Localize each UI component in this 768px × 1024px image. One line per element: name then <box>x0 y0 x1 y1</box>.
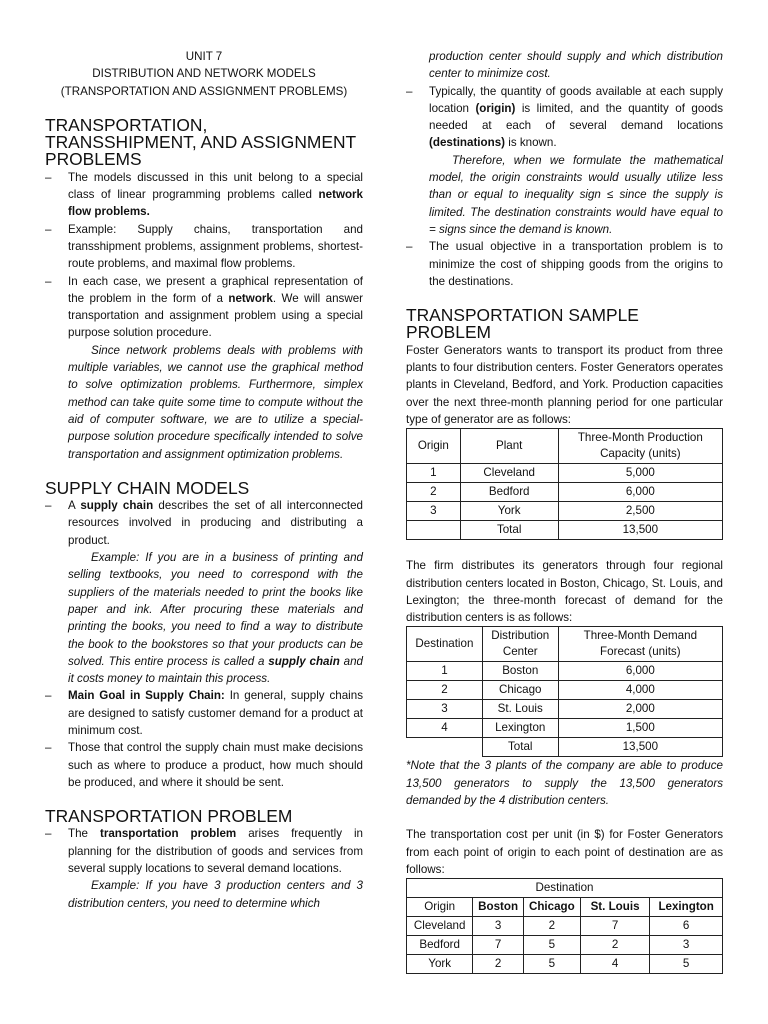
table-header: Lexington <box>650 898 723 917</box>
table-cell-empty <box>407 738 483 757</box>
table-cell: 2 <box>407 483 461 502</box>
list-item: – In each case, we present a graphical representation of the problem in the form of a network. We will answer transportation and assignment problem using a special purpose solution procedure. <box>45 273 363 342</box>
cost-text: The transportation cost per unit (in $) for Foster Generators from each point of origin to each point of destination are as follows: <box>406 828 723 876</box>
supply-chain-example: Example: If you are in a business of printing and selling textbooks, you need to correspond with the suppliers of the materials needed to print the books like paper and ink. After procuring these materials and printing the books, you need to find a way to distribute the book to the bookstores so that your products can be solved. This entire process is called a supply chain and it costs money to maintain this process. <box>68 551 363 686</box>
table-cell: 3 <box>407 700 483 719</box>
table-cell: 2,000 <box>558 700 722 719</box>
table-cell: 3 <box>473 917 524 936</box>
table-cell: 1,500 <box>558 719 722 738</box>
table-cell: 3 <box>407 502 461 521</box>
table-header: St. Louis <box>580 898 650 917</box>
table-cell: 7 <box>580 917 650 936</box>
table-cell: 5,000 <box>558 464 722 483</box>
table-cell: Total <box>482 738 558 757</box>
list-item: – The usual objective in a transportation problem is to minimize the cost of shipping goods from the origins to the destinations. <box>406 238 723 290</box>
table-header: Distribution Center <box>482 627 558 662</box>
table-cell: Boston <box>482 662 558 681</box>
table-cell: 2 <box>580 936 650 955</box>
table-cell: Bedford <box>407 936 473 955</box>
list-item: – Those that control the supply chain must make decisions such as where to produce a product, how much should be produced, and where it should be sent. <box>45 739 363 791</box>
section-heading-transportation: TRANSPORTATION PROBLEM <box>45 806 293 827</box>
table-header: Origin <box>407 429 461 464</box>
table-row <box>407 483 723 502</box>
table-header: Boston <box>473 898 524 917</box>
table-row <box>407 917 723 936</box>
table-row <box>407 464 723 483</box>
table-cell: Bedford <box>460 483 558 502</box>
table-total-row <box>407 521 723 540</box>
table-cell: Total <box>460 521 558 540</box>
table-cell: St. Louis <box>482 700 558 719</box>
table-row <box>407 502 723 521</box>
transportation-example: Example: If you have 3 production centers and 3 distribution centers, you need to determine which <box>68 879 363 910</box>
table-cell: York <box>407 955 473 974</box>
network-note: Since network problems deals with problems with multiple variables, we cannot use the graphical method to solve optimization problems. Furthermore, simplex method can take quite some time to compute without the aid of computer software, we are to utilize a special-purpose solution procedure specifically intended to solve transportation and assignment optimization problems. <box>68 343 363 461</box>
supply-demand-note: *Note that the 3 plants of the company are able to produce 13,500 generators to supply the 13,500 generators demanded by the 4 distribution centers. <box>406 759 723 808</box>
table-cell: 2 <box>473 955 524 974</box>
network-bullets <box>45 169 363 342</box>
cost-table <box>406 878 723 974</box>
list-item: – The models discussed in this unit belong to a special class of linear programming problems called network flow problems. <box>45 169 363 221</box>
table-cell: 5 <box>650 955 723 974</box>
supply-table <box>406 428 723 540</box>
table-cell: 2 <box>523 917 580 936</box>
table-group-header: Destination <box>407 879 723 898</box>
table-cell: 5 <box>523 936 580 955</box>
table-cell: Chicago <box>482 681 558 700</box>
table-cell: 6 <box>650 917 723 936</box>
document-title: DISTRIBUTION AND NETWORK MODELS <box>92 67 316 81</box>
transportation-bullets-3 <box>406 238 723 290</box>
table-header: Plant <box>460 429 558 464</box>
supply-chain-bullets <box>45 497 363 549</box>
section-heading-sample-problem: TRANSPORTATION SAMPLE PROBLEM <box>406 305 639 343</box>
table-cell: York <box>460 502 558 521</box>
table-cell: Lexington <box>482 719 558 738</box>
table-row <box>407 662 723 681</box>
table-cell: 4,000 <box>558 681 722 700</box>
table-header-row <box>407 879 723 898</box>
table-cell-empty <box>407 521 461 540</box>
table-row <box>407 700 723 719</box>
transportation-bullets <box>45 825 363 877</box>
table-cell: Cleveland <box>407 917 473 936</box>
list-item: – Main Goal in Supply Chain: In general, supply chains are designed to satisfy customer demand for a product at minimum cost. <box>45 687 363 739</box>
table-total-row <box>407 738 723 757</box>
unit-label: UNIT 7 <box>185 50 223 63</box>
transportation-bullets-2 <box>406 83 723 152</box>
table-header: Destination <box>407 627 483 662</box>
table-row <box>407 681 723 700</box>
section-heading-network: TRANSPORTATION, TRANSSHIPMENT, AND ASSIGNMENT PROBLEMS <box>45 114 356 170</box>
list-item: – A supply chain describes the set of all interconnected resources involved in producing and distributing a product. <box>45 497 363 549</box>
table-cell: 2 <box>407 681 483 700</box>
list-item: – Typically, the quantity of goods available at each supply location (origin) is limited, and the quantity of goods needed at each of several demand locations (destinations) is known. <box>406 83 723 152</box>
table-header-row <box>407 898 723 917</box>
transportation-example-continued: production center should supply and which distribution center to minimize cost. <box>429 50 723 81</box>
table-cell: 6,000 <box>558 483 722 502</box>
table-header: Three-Month Production Capacity (units) <box>558 429 722 464</box>
table-cell: 13,500 <box>558 738 722 757</box>
sample-intro: Foster Generators wants to transport its product from three plants to four distribution centers. Foster Generators operates plants in Cleveland, Bedford, and York. Production capacities over the next three-month planning period for one particular type of generator are as follows: <box>406 343 723 426</box>
table-cell: 2,500 <box>558 502 722 521</box>
table-row <box>407 719 723 738</box>
demand-table <box>406 626 723 757</box>
table-row <box>407 936 723 955</box>
table-header: Chicago <box>523 898 580 917</box>
distribution-text: The firm distributes its generators through four regional distribution centers located in Boston, Chicago, St. Louis, and Lexington; the three-month forecast of demand for the distribution centers is as follows: <box>406 559 723 625</box>
table-cell: 1 <box>407 464 461 483</box>
document-subtitle: (TRANSPORTATION AND ASSIGNMENT PROBLEMS) <box>60 84 348 98</box>
table-cell: 4 <box>407 719 483 738</box>
table-header-row <box>407 627 723 662</box>
table-header: Three-Month Demand Forecast (units) <box>558 627 722 662</box>
constraints-note: Therefore, when we formulate the mathematical model, the origin constraints would usually utilize less than or equal to inequality sign ≤ since the supply is limited. The destination constraints would have equal to = signs since the demand is known. <box>429 153 723 236</box>
table-row <box>407 955 723 974</box>
table-cell: 7 <box>473 936 524 955</box>
table-cell: 5 <box>523 955 580 974</box>
list-item: – The transportation problem arises frequently in planning for the distribution of goods and services from several supply locations to several demand locations. <box>45 825 363 877</box>
right-column <box>406 48 723 974</box>
table-cell: 6,000 <box>558 662 722 681</box>
table-header-row <box>407 429 723 464</box>
table-cell: 13,500 <box>558 521 722 540</box>
table-cell: 4 <box>580 955 650 974</box>
list-item: – Example: Supply chains, transportation and transshipment problems, assignment problems, shortest-route problems, and maximal flow problems. <box>45 221 363 273</box>
table-cell: Cleveland <box>460 464 558 483</box>
supply-chain-bullets-2 <box>45 687 363 791</box>
table-header: Origin <box>407 898 473 917</box>
section-heading-supply-chain: SUPPLY CHAIN MODELS <box>45 477 250 498</box>
left-column <box>45 48 363 912</box>
table-cell: 1 <box>407 662 483 681</box>
table-cell: 3 <box>650 936 723 955</box>
